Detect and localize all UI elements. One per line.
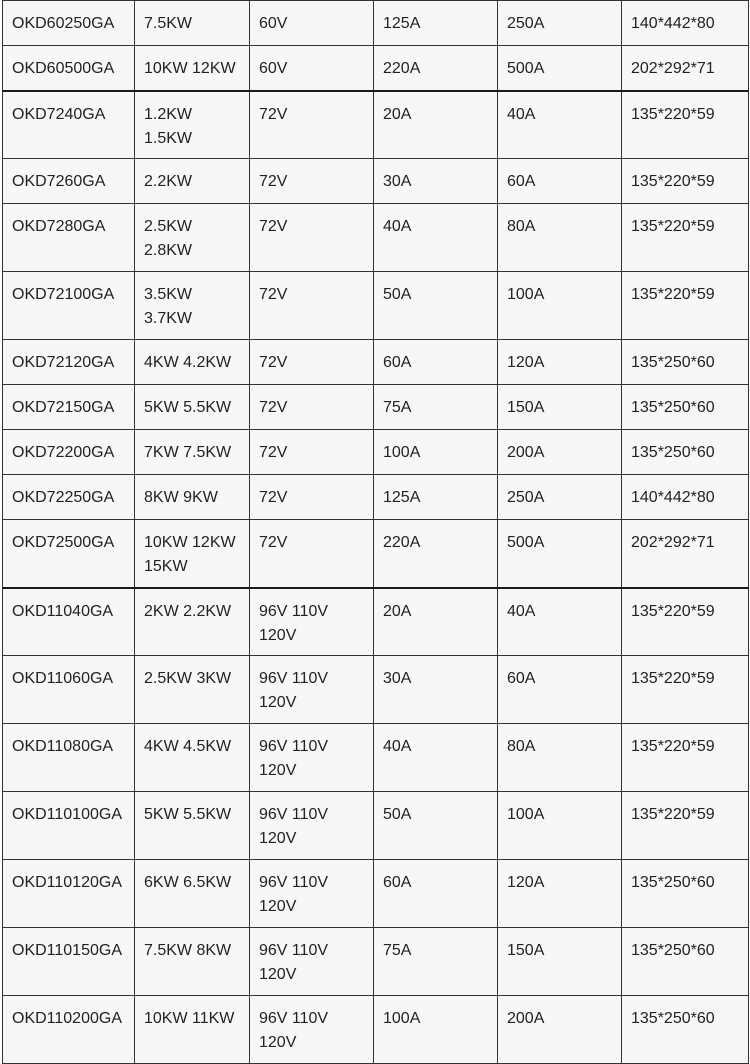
- cell-power: [135, 792, 250, 860]
- cell-size: 135*220*59: [622, 792, 749, 860]
- spec-table-body: [3, 1, 749, 1064]
- cell-voltage-line: 120V: [259, 966, 297, 983]
- cell-power-line: 7.5KW: [144, 15, 193, 32]
- cell-power-line: 3.5KW: [144, 286, 193, 303]
- cell-power: [135, 1, 250, 46]
- cell-voltage: [250, 272, 374, 340]
- cell-size: 135*220*59: [622, 724, 749, 792]
- cell-power-line: 2.5KW: [144, 218, 193, 235]
- cell-size: 135*220*59: [622, 91, 749, 159]
- cell-power: [135, 385, 250, 430]
- cell-voltage-line: 72V: [259, 399, 288, 416]
- cell-voltage: [250, 46, 374, 91]
- cell-power-line: 8KW 9KW: [144, 489, 218, 506]
- cell-size: 135*220*59: [622, 272, 749, 340]
- cell-voltage-line: 60V: [259, 60, 288, 77]
- cell-model: OKD110100GA: [3, 792, 135, 860]
- cell-current: 40A: [374, 204, 498, 272]
- cell-size: 135*220*59: [622, 656, 749, 724]
- cell-current: 30A: [374, 656, 498, 724]
- table-row: [3, 385, 749, 430]
- cell-current: 60A: [374, 340, 498, 385]
- cell-current: 220A: [374, 520, 498, 588]
- cell-current: 75A: [374, 928, 498, 996]
- table-row: [3, 928, 749, 996]
- cell-voltage-line: 72V: [259, 534, 288, 551]
- cell-power: [135, 340, 250, 385]
- cell-peak: 250A: [498, 1, 622, 46]
- cell-voltage-line: 96V 110V: [259, 670, 329, 687]
- cell-voltage-line: 96V 110V: [259, 806, 329, 823]
- cell-power-line: 2.8KW: [144, 242, 193, 259]
- table-row: [3, 724, 749, 792]
- cell-voltage-line: 72V: [259, 354, 288, 371]
- table-row: [3, 91, 749, 159]
- cell-current: 60A: [374, 860, 498, 928]
- cell-model: OKD72500GA: [3, 520, 135, 588]
- cell-power-line: 4KW 4.5KW: [144, 738, 232, 755]
- cell-power-line: 10KW 12KW: [144, 534, 236, 551]
- cell-model: OKD72250GA: [3, 475, 135, 520]
- cell-power-line: 7.5KW 8KW: [144, 942, 232, 959]
- cell-voltage-line: 96V 110V: [259, 738, 329, 755]
- cell-size: 135*250*60: [622, 860, 749, 928]
- cell-power-line: 4KW 4.2KW: [144, 354, 232, 371]
- cell-voltage: [250, 656, 374, 724]
- cell-voltage: [250, 204, 374, 272]
- cell-peak: 80A: [498, 204, 622, 272]
- cell-size: 135*250*60: [622, 996, 749, 1064]
- cell-size: 135*250*60: [622, 340, 749, 385]
- cell-voltage-line: 96V 110V: [259, 1010, 329, 1027]
- cell-size: 135*250*60: [622, 385, 749, 430]
- cell-size: 135*220*59: [622, 204, 749, 272]
- cell-power-line: 15KW: [144, 558, 188, 575]
- cell-peak: 60A: [498, 656, 622, 724]
- cell-peak: 250A: [498, 475, 622, 520]
- cell-model: OKD7260GA: [3, 159, 135, 204]
- table-row: [3, 46, 749, 91]
- cell-voltage: [250, 792, 374, 860]
- cell-current: 100A: [374, 430, 498, 475]
- cell-voltage-line: 120V: [259, 626, 297, 644]
- cell-voltage: [250, 475, 374, 520]
- cell-voltage-line: 120V: [259, 694, 297, 711]
- cell-peak: 120A: [498, 340, 622, 385]
- cell-power: [135, 520, 250, 588]
- cell-current: 125A: [374, 1, 498, 46]
- cell-model: OKD11060GA: [3, 656, 135, 724]
- table-row: [3, 1, 749, 46]
- cell-voltage: [250, 520, 374, 588]
- cell-power: [135, 91, 250, 159]
- cell-peak: 150A: [498, 928, 622, 996]
- cell-power-line: 6KW 6.5KW: [144, 874, 232, 891]
- cell-size: 135*220*59: [622, 588, 749, 656]
- table-row: [3, 430, 749, 475]
- cell-peak: 200A: [498, 996, 622, 1064]
- cell-peak: 40A: [498, 588, 622, 656]
- cell-voltage-line: 72V: [259, 444, 288, 461]
- cell-power-line: 10KW 12KW: [144, 60, 236, 77]
- cell-current: 75A: [374, 385, 498, 430]
- cell-voltage-line: 96V 110V: [259, 942, 329, 959]
- cell-peak: 120A: [498, 860, 622, 928]
- cell-power-line: 1.5KW: [144, 129, 193, 147]
- cell-current: 50A: [374, 792, 498, 860]
- cell-voltage-line: 120V: [259, 762, 297, 779]
- cell-power-line: 2KW 2.2KW: [144, 602, 232, 620]
- cell-power: [135, 588, 250, 656]
- cell-current: 20A: [374, 91, 498, 159]
- cell-peak: 100A: [498, 272, 622, 340]
- cell-voltage: [250, 928, 374, 996]
- table-row: [3, 159, 749, 204]
- cell-model: OKD11080GA: [3, 724, 135, 792]
- cell-voltage: [250, 996, 374, 1064]
- cell-current: 30A: [374, 159, 498, 204]
- cell-size: 202*292*71: [622, 520, 749, 588]
- cell-current: 100A: [374, 996, 498, 1064]
- cell-power: [135, 656, 250, 724]
- cell-peak: 100A: [498, 792, 622, 860]
- cell-power: [135, 272, 250, 340]
- cell-voltage-line: 72V: [259, 489, 288, 506]
- cell-current: 220A: [374, 46, 498, 91]
- cell-current: 125A: [374, 475, 498, 520]
- cell-size: 135*250*60: [622, 928, 749, 996]
- cell-current: 20A: [374, 588, 498, 656]
- cell-voltage: [250, 385, 374, 430]
- cell-power-line: 5KW 5.5KW: [144, 399, 232, 416]
- cell-model: OKD11040GA: [3, 588, 135, 656]
- cell-voltage-line: 72V: [259, 173, 288, 190]
- table-row: [3, 204, 749, 272]
- cell-model: OKD7240GA: [3, 91, 135, 159]
- cell-power-line: 5KW 5.5KW: [144, 806, 232, 823]
- cell-power: [135, 928, 250, 996]
- cell-model: OKD7280GA: [3, 204, 135, 272]
- table-row: [3, 520, 749, 588]
- cell-power: [135, 46, 250, 91]
- cell-voltage: [250, 91, 374, 159]
- cell-size: 140*442*80: [622, 1, 749, 46]
- cell-size: 135*250*60: [622, 430, 749, 475]
- cell-model: OKD60500GA: [3, 46, 135, 91]
- table-row: [3, 792, 749, 860]
- cell-voltage-line: 120V: [259, 830, 297, 847]
- cell-voltage-line: 96V 110V: [259, 602, 329, 620]
- cell-peak: 500A: [498, 46, 622, 91]
- table-row: [3, 656, 749, 724]
- cell-voltage: [250, 860, 374, 928]
- cell-power: [135, 159, 250, 204]
- table-row: [3, 996, 749, 1064]
- table-row: [3, 860, 749, 928]
- cell-model: OKD72120GA: [3, 340, 135, 385]
- spec-table: [2, 0, 749, 1064]
- cell-voltage: [250, 159, 374, 204]
- cell-power: [135, 996, 250, 1064]
- cell-voltage-line: 72V: [259, 286, 288, 303]
- cell-size: 202*292*71: [622, 46, 749, 91]
- cell-peak: 150A: [498, 385, 622, 430]
- cell-power-line: 10KW 11KW: [144, 1010, 235, 1027]
- cell-model: OKD60250GA: [3, 1, 135, 46]
- table-row: [3, 340, 749, 385]
- cell-peak: 500A: [498, 520, 622, 588]
- cell-peak: 200A: [498, 430, 622, 475]
- cell-voltage-line: 72V: [259, 218, 288, 235]
- table-row: [3, 588, 749, 656]
- cell-size: 140*442*80: [622, 475, 749, 520]
- cell-power-line: 3.7KW: [144, 310, 193, 327]
- cell-power-line: 7KW 7.5KW: [144, 444, 232, 461]
- cell-power-line: 1.2KW: [144, 105, 193, 123]
- cell-voltage: [250, 430, 374, 475]
- cell-voltage-line: 120V: [259, 1034, 297, 1051]
- cell-power: [135, 204, 250, 272]
- cell-model: OKD72100GA: [3, 272, 135, 340]
- cell-voltage: [250, 588, 374, 656]
- cell-power-line: 2.2KW: [144, 173, 193, 190]
- cell-peak: 60A: [498, 159, 622, 204]
- table-row: [3, 272, 749, 340]
- cell-voltage-line: 96V 110V: [259, 874, 329, 891]
- cell-current: 50A: [374, 272, 498, 340]
- cell-voltage-line: 120V: [259, 898, 297, 915]
- table-row: [3, 475, 749, 520]
- cell-model: OKD72200GA: [3, 430, 135, 475]
- cell-voltage: [250, 1, 374, 46]
- cell-voltage: [250, 724, 374, 792]
- cell-model: OKD110200GA: [3, 996, 135, 1064]
- cell-power: [135, 724, 250, 792]
- cell-model: OKD110150GA: [3, 928, 135, 996]
- cell-voltage-line: 60V: [259, 15, 288, 32]
- cell-power: [135, 430, 250, 475]
- cell-model: OKD72150GA: [3, 385, 135, 430]
- cell-voltage-line: 72V: [259, 105, 288, 123]
- cell-size: 135*220*59: [622, 159, 749, 204]
- cell-power: [135, 860, 250, 928]
- cell-voltage: [250, 340, 374, 385]
- cell-current: 40A: [374, 724, 498, 792]
- cell-power-line: 2.5KW 3KW: [144, 670, 232, 687]
- cell-peak: 80A: [498, 724, 622, 792]
- cell-model: OKD110120GA: [3, 860, 135, 928]
- cell-peak: 40A: [498, 91, 622, 159]
- cell-power: [135, 475, 250, 520]
